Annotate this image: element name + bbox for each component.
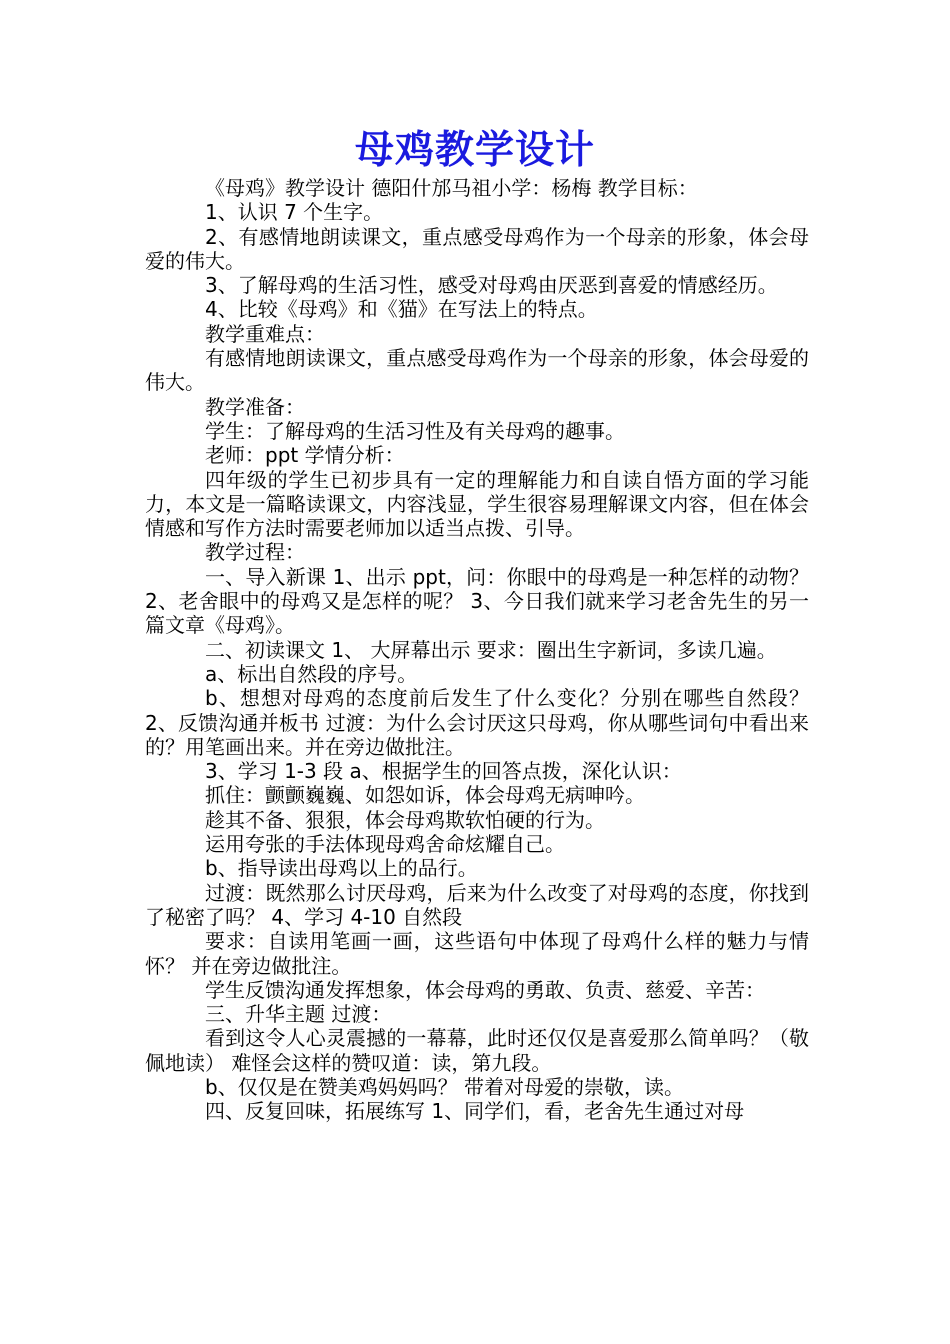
paragraph: 四年级的学生已初步具有一定的理解能力和自读自悟方面的学习能力，本文是一篇略读课文，内容浅显，学生很容易理解课文内容，但在体会情感和写作方法时需要老师加以适当点拨、引导。 — [145, 467, 809, 541]
paragraph: 2、有感情地朗读课文，重点感受母鸡作为一个母亲的形象，体会母爱的伟大。 — [145, 224, 809, 273]
paragraph: 看到这令人心灵震撼的一幕幕，此时还仅仅是喜爱那么简单吗？（敬佩地读） 难怪会这样的赞叹道：读，第九段。 — [145, 1026, 809, 1075]
paragraph: 四、反复回味，拓展练写 1、同学们，看，老舍先生通过对母 — [205, 1099, 745, 1124]
paragraph: a、标出自然段的序号。 — [205, 661, 418, 686]
paragraph: 一、导入新课 1、出示 ppt，问：你眼中的母鸡是一种怎样的动物？ 2、老舍眼中的母鸡又是怎样的呢？ 3、今日我们就来学习老舍先生的另一篇文章《母鸡》。 — [145, 564, 809, 638]
paragraph: 教学过程： — [205, 540, 305, 565]
paragraph: 趁其不备、狠狠，体会母鸡欺软怕硬的行为。 — [205, 807, 605, 832]
paragraph: 三、升华主题 过渡： — [205, 1002, 392, 1027]
paragraph: 要求：自读用笔画一画，这些语句中体现了母鸡什么样的魅力与情怀？ 并在旁边做批注。 — [145, 929, 809, 978]
paragraph: 《母鸡》教学设计 德阳什邡马祖小学：杨梅 教学目标： — [205, 176, 698, 200]
paragraph: 二、初读课文 1、 大屏幕出示 要求：圈出生字新词，多读几遍。 — [205, 637, 777, 662]
paragraph: 学生反馈沟通发挥想象，体会母鸡的勇敢、负责、慈爱、辛苦： — [205, 977, 765, 1002]
paragraph: 抓住：颤颤巍巍、如怨如诉，体会母鸡无病呻吟。 — [205, 783, 645, 808]
paragraph: 1、认识 7 个生字。 — [205, 200, 384, 225]
paragraph: 4、比较《母鸡》和《猫》在写法上的特点。 — [205, 297, 598, 322]
paragraph: 教学准备： — [205, 394, 305, 419]
paragraph: b、指导读出母鸡以上的品行。 — [205, 856, 478, 881]
paragraph: 3、学习 1-3 段 a、根据学生的回答点拨，深化认识： — [205, 759, 682, 784]
paragraph: 老师：ppt 学情分析： — [205, 443, 405, 468]
paragraph: 3、了解母鸡的生活习性，感受对母鸡由厌恶到喜爱的情感经历。 — [205, 273, 778, 298]
document-body — [145, 176, 809, 1124]
paragraph: 学生：了解母鸡的生活习性及有关母鸡的趣事。 — [205, 418, 625, 443]
paragraph: 教学重难点： — [205, 321, 325, 346]
document-title: 母鸡教学设计 — [354, 127, 595, 173]
paragraph: 过渡：既然那么讨厌母鸡，后来为什么改变了对母鸡的态度，你找到了秘密了吗？ 4、学习 4-10 自然段 — [145, 880, 809, 929]
paragraph: 运用夸张的手法体现母鸡舍命炫耀自己。 — [205, 832, 565, 857]
paragraph: 有感情地朗读课文，重点感受母鸡作为一个母亲的形象，体会母爱的伟大。 — [145, 346, 809, 395]
paragraph: b、想想对母鸡的态度前后发生了什么变化？分别在哪些自然段？ 2、反馈沟通并板书 过渡：为什么会讨厌这只母鸡，你从哪些词句中看出来的？用笔画出来。并在旁边做批注。 — [145, 686, 809, 759]
paragraph: b、仅仅是在赞美鸡妈妈吗？ 带着对母爱的崇敬，读。 — [205, 1074, 685, 1099]
